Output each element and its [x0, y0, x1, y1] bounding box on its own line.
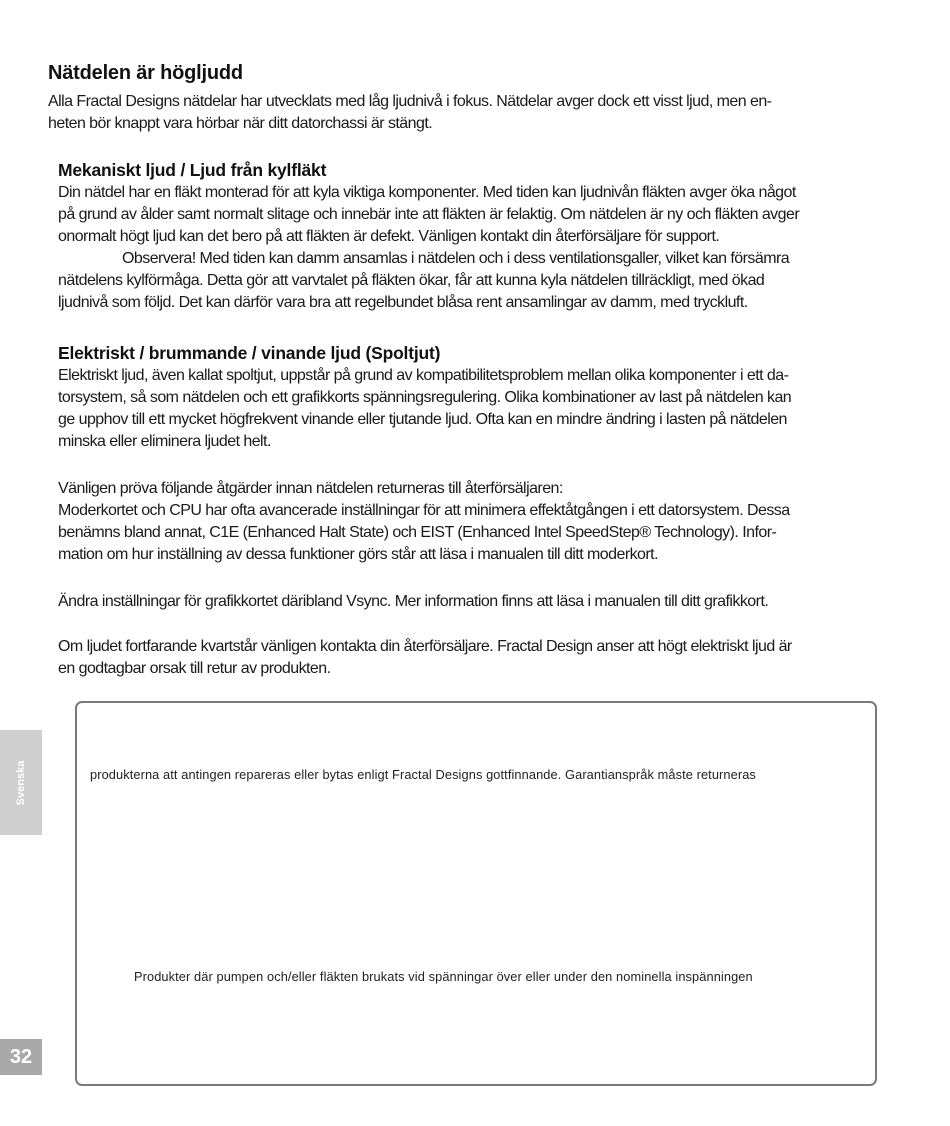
electrical-noise-heading: Elektriskt / brummande / vinande ljud (Spoltjut) — [58, 343, 441, 363]
vsync-paragraph — [58, 591, 768, 613]
language-tab — [0, 730, 42, 835]
actions-line-1: Vänligen pröva följande åtgärder innan nätdelen returneras till återförsäljaren: — [58, 480, 563, 497]
return-line-2: en godtagbar orsak till retur av produkten. — [58, 660, 331, 677]
return-paragraph — [58, 636, 792, 680]
intro-line-1: Alla Fractal Designs nätdelar har utvecklats med låg ljudnivå i fokus. Nätdelar avger dock ett visst ljud, men en- — [48, 93, 772, 110]
mechanical-line-5: nätdelens kylförmåga. Detta gör att varvtalet på fläkten ökar, får att kunna kyla nätdelen tillräckligt, med ökad — [58, 272, 765, 289]
warranty-box-line-2: Produkter där pumpen och/eller fläkten brukats vid spänningar över eller under den nominella inspänningen — [134, 969, 753, 984]
actions-line-4: mation om hur inställning av dessa funktioner görs står att läsa i manualen till ditt moderkort. — [58, 546, 658, 563]
mechanical-noise-heading: Mekaniskt ljud / Ljud från kylfläkt — [58, 160, 327, 180]
return-line-1: Om ljudet fortfarande kvartstår vänligen kontakta din återförsäljare. Fractal Design anser att högt elektriskt ljud är — [58, 638, 792, 655]
mechanical-line-2: på grund av ålder samt normalt slitage och innebär inte att fläkten är felaktig. Om nätdelen är ny och fläkten avger — [58, 206, 800, 223]
vsync-line-1: Ändra inställningar för grafikkortet däribland Vsync. Mer information finns att läsa i manualen till ditt grafikkort. — [58, 593, 769, 610]
intro-paragraph — [48, 91, 771, 135]
electrical-line-3: ge upphov till ett mycket högfrekvent vinande eller tjutande ljud. Ofta kan en mindre ändring i lasten på nätdelen — [58, 411, 787, 428]
mechanical-line-1: Din nätdel har en fläkt monterad för att kyla viktiga komponenter. Med tiden kan ljudnivån fläkten avger öka något — [58, 184, 796, 201]
actions-line-2: Moderkortet och CPU har ofta avancerade inställningar för att minimera effektåtgången i ett datorsystem. Dessa — [58, 502, 790, 519]
warranty-box-line-1: produkterna att antingen repareras eller bytas enligt Fractal Designs gottfinnande. Garantianspråk måste returneras — [90, 767, 756, 782]
page-number: 32 — [0, 1039, 42, 1075]
electrical-line-2: torsystem, så som nätdelen och ett grafikkorts spänningsregulering. Olika kombinationer av last på nätdelen kan — [58, 389, 792, 406]
language-tab-label: Svenska — [15, 760, 27, 805]
electrical-noise-paragraph — [58, 365, 791, 453]
electrical-line-4: minska eller eliminera ljudet helt. — [58, 433, 271, 450]
mechanical-line-4: Observera! Med tiden kan damm ansamlas i nätdelen och i dess ventilationsgaller, vilket kan försämra — [122, 250, 790, 267]
warranty-box — [75, 701, 877, 1086]
mechanical-noise-paragraph — [58, 182, 799, 314]
mechanical-line-3: onormalt högt ljud kan det bero på att fläkten är defekt. Vänligen kontakt din återförsäljare för support. — [58, 228, 720, 245]
electrical-line-1: Elektriskt ljud, även kallat spoltjut, uppstår på grund av kompatibilitetsproblem mellan olika komponenter i ett da- — [58, 367, 789, 384]
mechanical-line-6: ljudnivå som följd. Det kan därför vara bra att regelbundet blåsa rent ansamlingar av damm, med tryckluft. — [58, 294, 748, 311]
intro-line-2: heten bör knappt vara hörbar när ditt datorchassi är stängt. — [48, 115, 433, 132]
page-title: Nätdelen är högljudd — [48, 62, 243, 84]
actions-line-3: benämns bland annat, C1E (Enhanced Halt State) och EIST (Enhanced Intel SpeedStep® Technology). Infor- — [58, 524, 777, 541]
actions-paragraph — [58, 478, 790, 566]
